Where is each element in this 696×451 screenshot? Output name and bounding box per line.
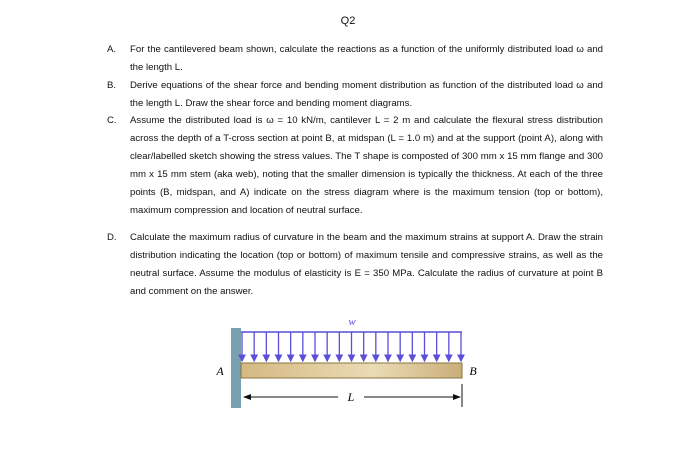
wall-support xyxy=(231,328,241,408)
part-label: C. xyxy=(107,115,117,126)
distributed-load-arrows xyxy=(242,332,461,361)
part-text: Calculate the maximum radius of curvature in the beam and the maximum strains at support A. Draw the strain distribution indicating the location (top or bottom) of maximum tensile and compressive strains, as well as the neutral surface. Assume the modulus of elasticity is E = 350 MPa. Calculate the radius of curvature at point B and comment on the answer. xyxy=(130,232,603,297)
cantilever-beam-figure xyxy=(200,300,500,415)
part-a xyxy=(107,41,603,77)
part-c xyxy=(107,112,603,219)
part-d xyxy=(107,229,603,301)
length-label: L xyxy=(347,390,355,404)
load-label: w xyxy=(348,316,356,328)
beam xyxy=(241,363,462,378)
part-text: Derive equations of the shear force and bending moment distribution as function of the distributed load ω and the length L. Draw the shear force and bending moment diagrams. xyxy=(130,80,603,109)
point-b-label: B xyxy=(469,364,477,378)
point-a-label: A xyxy=(216,364,224,378)
part-text: Assume the distributed load is ω = 10 kN/m, cantilever L = 2 m and calculate the flexural stress distribution across the depth of a T-cross section at point B, at midspan (L = 1.0 m) and at the support (point A), along with clear/labelled sketch showing the stress values. The T shape is composted of 300 mm x 15 mm flange and 300 mm x 15 mm stem (aka web), noting that the smaller dimension is typically the thickness. At each of the three points (B, midspan, and A) indicate on the stress diagram where is the maximum tension (top or bottom), maximum compression and location of neutral surface. xyxy=(130,115,603,216)
part-b xyxy=(107,77,603,113)
part-label: B. xyxy=(107,80,117,91)
part-text: For the cantilevered beam shown, calculate the reactions as a function of the uniformly distributed load ω and the length L. xyxy=(130,44,603,73)
question-title: Q2 xyxy=(340,15,356,27)
part-label: A. xyxy=(107,44,117,55)
part-label: D. xyxy=(107,232,117,243)
